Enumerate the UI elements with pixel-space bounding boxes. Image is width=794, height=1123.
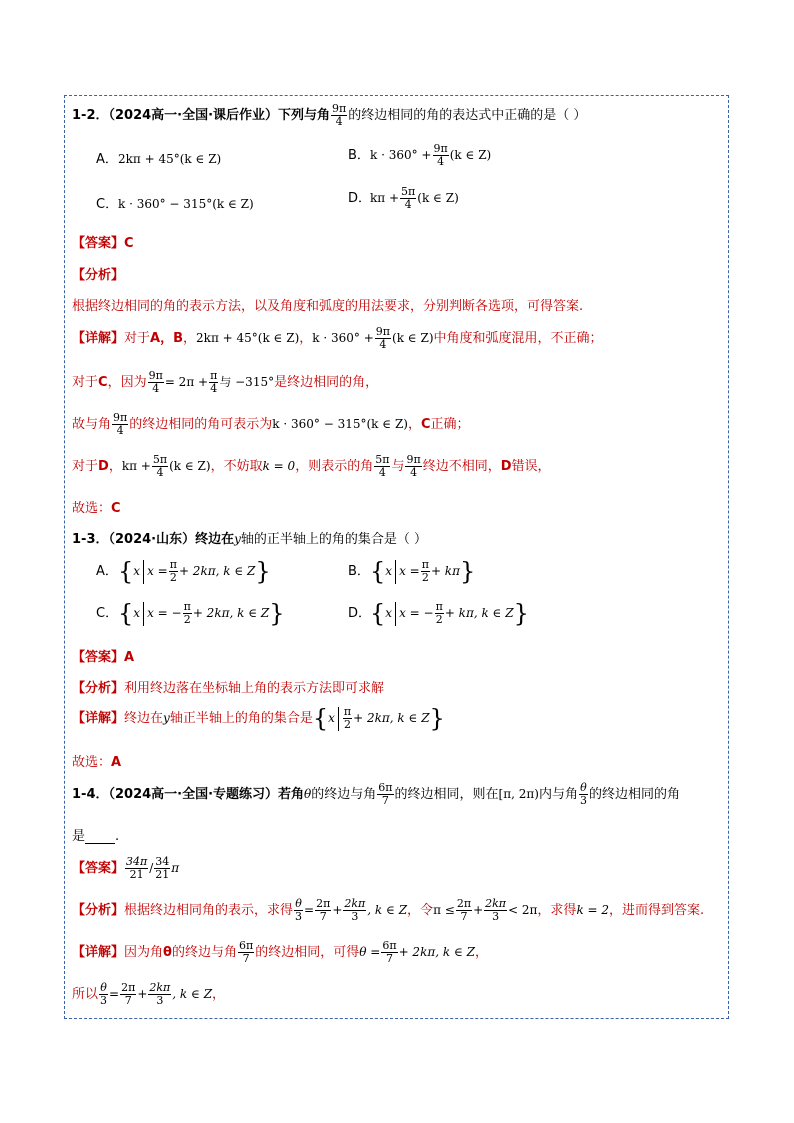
- q2-analysis-text: 根据终边相同的角的表示方法，以及角度和弧度的用法要求，分别判断各选项，可得答案.: [72, 299, 584, 314]
- q3-option-a[interactable]: A．{x x = $\frac{\pi}{2}$ + 2kπ, k ∈ Z}: [96, 557, 271, 586]
- q3-header: 1-3．（2024·山东）终边在y轴的正半轴上的角的集合是（ ）: [72, 532, 428, 547]
- q4-header: 1-4．（2024高一·全国·专题练习）若角θ的终边与角 $\frac{6\pi}{7}$ 的终边相同，则在[π, 2π)内与角 $\frac{\theta}{3}$ 的终边相同的角: [72, 781, 680, 807]
- q2-detail-line3: 故与角 $\frac{9\pi}{4}$ 的终边相同的角可表示为k · 360° − 315°(k ∈ Z)，C正确；: [72, 411, 470, 437]
- q4-detail: 【详解】因为角θ的终边与角 $\frac{6\pi}{7}$ 的终边相同，可得θ = $\frac{6\pi}{7}$ + 2kπ, k ∈ Z，: [72, 939, 488, 965]
- q2-detail-line1: 【详解】对于A，B，2kπ + 45°(k ∈ Z)，k · 360° + $\frac{9\pi}{4}$ (k ∈ Z)中角度和弧度混用，不正确；: [72, 325, 603, 351]
- q2-header-text: 1-2．（2024高一·全国·课后作业）下列与角: [72, 108, 331, 123]
- q3-answer: 【答案】A: [72, 650, 135, 665]
- q3-choose: 故选：A: [72, 755, 122, 770]
- q3-option-c[interactable]: C．{x x = − $\frac{\pi}{2}$ + 2kπ, k ∈ Z}: [96, 599, 285, 628]
- q3-option-b[interactable]: B．{x x = $\frac{\pi}{2}$ + kπ}: [348, 557, 476, 586]
- q3-detail: 【详解】终边在y轴正半轴上的角的集合是{x $\frac{\pi}{2}$ + 2kπ, k ∈ Z}: [72, 704, 445, 733]
- q3-analysis: 【分析】利用终边落在坐标轴上角的表示方法即可求解: [72, 681, 385, 696]
- q2-header: [72, 103, 586, 128]
- q2-option-c[interactable]: C．k · 360° − 315°(k ∈ Z): [96, 197, 254, 212]
- q4-header-line2: 是 .: [72, 829, 120, 844]
- q2-option-a[interactable]: A．2kπ + 45°(k ∈ Z): [96, 152, 222, 167]
- q2-header-frac: $\frac{9\pi}{4}$: [332, 102, 347, 128]
- q2-header-tail: 的终边相同的角的表达式中正确的是（ ）: [348, 108, 587, 123]
- q4-analysis: 【分析】根据终边相同角的表示，求得 $\frac{\theta}{3}$ = $\frac{2\pi}{7}$ + $\frac{2k\pi}{3}$ , k ∈ Z，令π ≤ $\frac{2\pi}{7}$ + $\frac{2k\pi}{3}$ < 2π，求得k = 2，进而得到答案.: [72, 897, 705, 923]
- q2-analysis-tag: 【分析】: [72, 268, 125, 283]
- q2-detail-line2: 对于C，因为 $\frac{9\pi}{4}$ = 2π + $\frac{\pi}{4}$ 与 −315°是终边相同的角，: [72, 369, 379, 395]
- q2-option-d[interactable]: D．kπ + $\frac{5\pi}{4}$ (k ∈ Z): [348, 185, 459, 211]
- q4-answer: 【答案】 $\frac{34\pi}{21}$ / $\frac{34}{21}$ π: [72, 855, 180, 881]
- q2-option-b[interactable]: B．k · 360° + $\frac{9\pi}{4}$ (k ∈ Z): [348, 142, 492, 168]
- q2-detail-line4: 对于D，kπ + $\frac{5\pi}{4}$ (k ∈ Z)，不妨取k = 0，则表示的角 $\frac{5\pi}{4}$ 与 $\frac{9\pi}{4}$ 终边不相同，D错误，: [72, 453, 551, 479]
- q2-choose: 故选：C: [72, 501, 121, 516]
- q3-option-d[interactable]: D．{x x = − $\frac{\pi}{2}$ + kπ, k ∈ Z}: [348, 599, 529, 628]
- q4-answer-blank[interactable]: [85, 831, 115, 844]
- q4-detail-last: 所以 $\frac{\theta}{3}$ = $\frac{2\pi}{7}$ + $\frac{2k\pi}{3}$ , k ∈ Z，: [72, 981, 226, 1007]
- q2-answer: 【答案】C: [72, 236, 134, 251]
